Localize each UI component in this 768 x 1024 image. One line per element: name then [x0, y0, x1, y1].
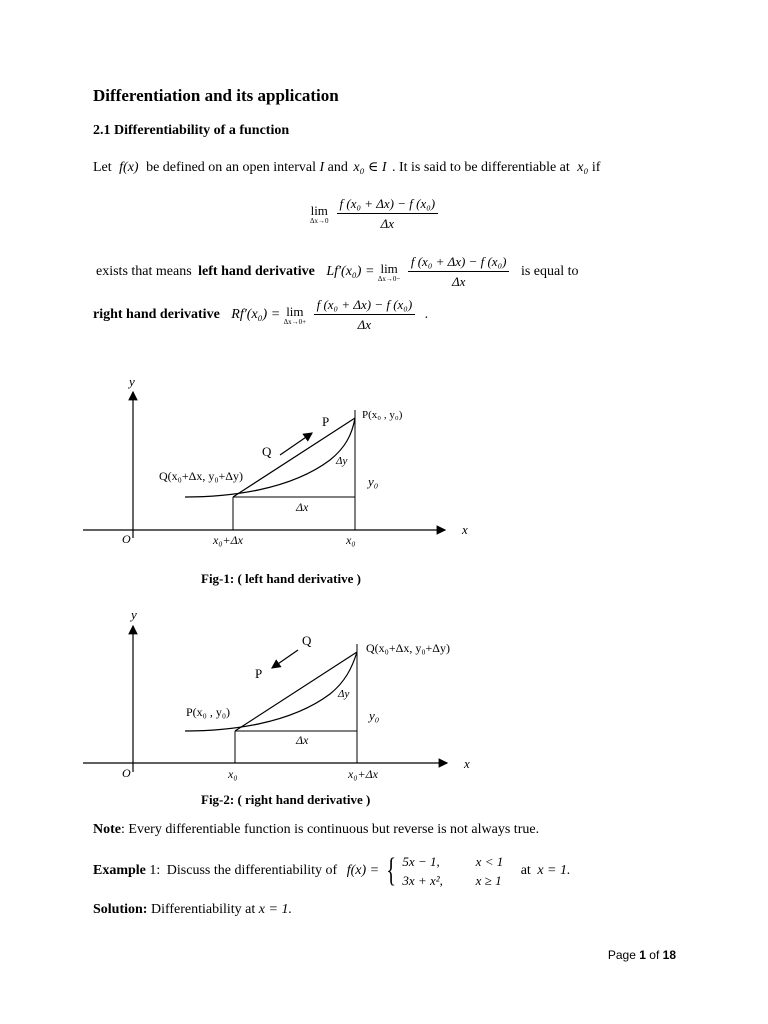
lhd-lim-sub: Δx→0− — [377, 275, 401, 283]
piecewise-brace: { — [385, 852, 396, 889]
fig1-arrow-q-to-p — [280, 433, 312, 455]
example-point: x = 1. — [537, 863, 571, 878]
solution-line — [93, 902, 292, 918]
fig1-tick-x0: x₀ — [346, 533, 356, 547]
fig2-x-label: x — [464, 756, 470, 771]
fig1-origin: O — [122, 532, 131, 546]
fig2-dy-label: Δy — [338, 688, 350, 700]
fig2-q-point-label: Q(x₀+Δx, y₀+Δy) — [366, 641, 450, 655]
fig2-p-point-label: P(x₀ , y₀) — [186, 705, 231, 719]
fig2-y-label: y — [131, 607, 137, 622]
intro-said: . It is said to be differentiable at — [391, 160, 570, 175]
intro-x0inI: x₀ ∈ I — [353, 160, 387, 175]
case-2-expr: 3x + x², — [402, 873, 443, 888]
example-text: Discuss the differentiability of — [166, 863, 338, 878]
note-line — [93, 822, 539, 838]
lhd-equal: is equal to — [520, 264, 579, 279]
lhd-expr: Lf′(x₀) = — [326, 264, 375, 279]
lhd-denominator: Δx — [451, 274, 466, 289]
lhd-lim-text: lim — [380, 261, 398, 276]
note-text: : Every differentiable function is continuous but reverse is not always true. — [121, 822, 540, 837]
example-num: 1: — [149, 863, 161, 878]
fig2-curve — [185, 652, 357, 731]
fig2-p-label: P — [255, 666, 263, 681]
rhd-lim-sub: Δx→0+ — [283, 318, 307, 326]
fig1-q-label: Q — [262, 444, 272, 459]
fraction-denominator: Δx — [380, 216, 394, 231]
piecewise-cases — [402, 852, 503, 890]
fig1-dx-label: Δx — [296, 500, 309, 514]
fig2-caption: Fig-2: ( right hand derivative ) — [201, 792, 371, 807]
intro-and: and — [327, 160, 348, 175]
lhd-numerator: f (x₀ + Δx) − f (x₀) — [408, 254, 510, 272]
intro-if: if — [591, 160, 601, 175]
rhd-label: right hand derivative — [93, 307, 220, 322]
example-at: at — [520, 863, 531, 878]
fig1-p-top-label: P(x₀ , y₀) — [362, 409, 403, 421]
intro-x0: x₀ — [577, 160, 589, 175]
case-row-2 — [402, 871, 503, 890]
case-row-1 — [402, 852, 503, 871]
solution-point: x = 1. — [258, 902, 292, 917]
fig1-y0-label: y₀ — [368, 474, 379, 489]
footer-total-pages: 18 — [662, 948, 676, 962]
note-label: Note — [93, 822, 121, 837]
figure-2 — [83, 607, 470, 781]
solution-text: Differentiability at — [150, 902, 256, 917]
fig1-p-label: P — [322, 414, 330, 429]
fig1-y-label: y — [129, 374, 135, 389]
example-label: Example — [93, 863, 146, 878]
fig2-tick-x0dx: x₀+Δx — [348, 767, 378, 781]
fig2-dx-label: Δx — [296, 733, 309, 747]
fig1-x-label: x — [462, 522, 468, 537]
solution-label: Solution: — [93, 902, 148, 917]
fraction-numerator: f (x₀ + Δx) − f (x₀) — [337, 196, 439, 214]
intro-fx: f(x) — [119, 160, 139, 175]
page-footer — [608, 948, 676, 962]
example-fx: f(x) = — [346, 863, 380, 878]
section-heading: 2.1 Differentiability of a function — [93, 123, 290, 138]
lim-sub: Δx→0 — [310, 217, 329, 225]
footer-of: of — [649, 948, 660, 962]
fig2-origin: O — [122, 766, 131, 780]
rhd-period: . — [424, 307, 429, 322]
intro-I: I — [319, 160, 325, 175]
example-line — [93, 852, 571, 890]
rhd-denominator: Δx — [357, 317, 372, 332]
intro-let: Let — [93, 160, 112, 175]
lhd-label: left hand derivative — [198, 264, 315, 279]
footer-current-page: 1 — [639, 948, 646, 962]
fig1-dy-label: Δy — [336, 455, 348, 467]
case-1-expr: 5x − 1, — [402, 854, 440, 869]
intro-defined: be defined on an open interval — [146, 160, 316, 175]
rhd-lim-text: lim — [286, 304, 304, 319]
figure-1 — [83, 374, 468, 547]
fig2-q-label: Q — [302, 633, 312, 648]
case-2-cond: x ≥ 1 — [475, 873, 502, 888]
rhd-numerator: f (x₀ + Δx) − f (x₀) — [314, 297, 416, 315]
case-1-cond: x < 1 — [475, 854, 504, 869]
fig1-q-point-label: Q(x₀+Δx, y₀+Δy) — [159, 469, 243, 483]
footer-page-word: Page — [607, 948, 636, 962]
lhd-exists: exists that means — [96, 264, 192, 279]
lim-text: lim — [310, 203, 328, 218]
page-title: Differentiation and its application — [93, 86, 339, 105]
fig2-tick-x0: x₀ — [228, 767, 238, 781]
fig1-caption: Fig-1: ( left hand derivative ) — [201, 571, 361, 586]
fig2-y0-label: y₀ — [369, 708, 380, 723]
fig2-arrow-q-to-p — [272, 650, 298, 668]
fig1-tick-x0dx: x₀+Δx — [213, 533, 243, 547]
rhd-expr: Rf′(x₀) = — [231, 307, 281, 322]
